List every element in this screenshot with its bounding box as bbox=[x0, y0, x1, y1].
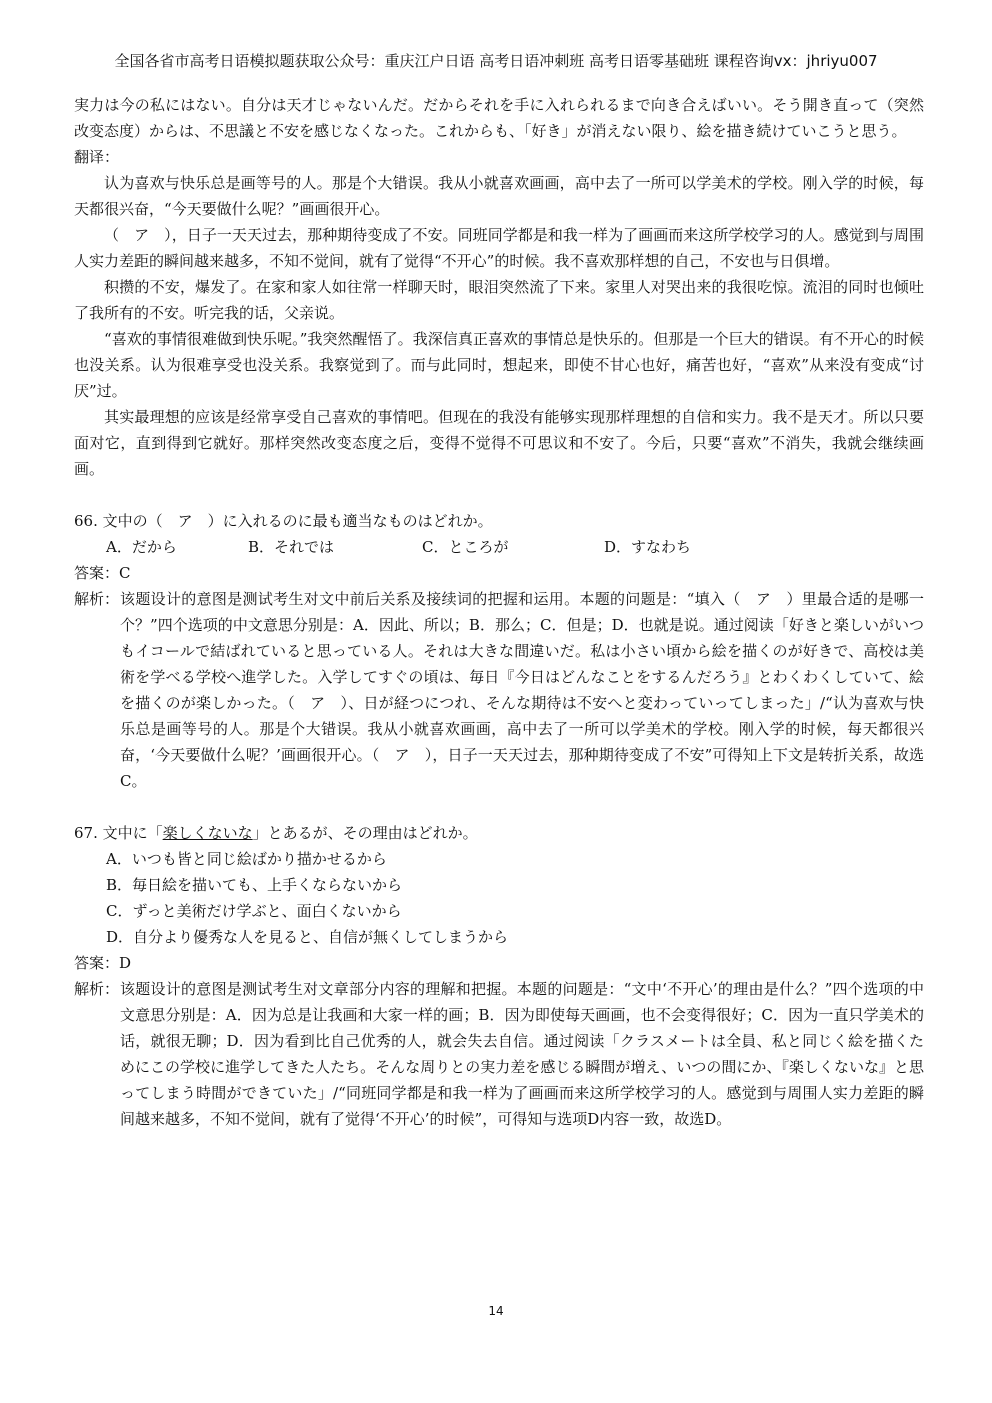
option-a: A．だから bbox=[106, 538, 177, 556]
translation-paragraph: 认为喜欢与快乐总是画等号的人。那是个大错误。我从小就喜欢画画，高中去了一所可以学美术的学校。刚入学的时候，每天都很兴奋，“今天要做什么呢？”画画很开心。 bbox=[74, 174, 924, 218]
analysis-label: 解析： bbox=[74, 590, 120, 608]
question-67 bbox=[74, 820, 924, 846]
answer-value: D bbox=[119, 954, 132, 972]
option-b: B．毎日絵を描いても、上手くならないから bbox=[106, 876, 403, 894]
option-a: A．いつも皆と同じ絵ばかり描かせるから bbox=[106, 850, 387, 868]
analysis-67 bbox=[74, 976, 924, 1132]
option-b: B．それでは bbox=[248, 538, 335, 556]
translation-paragraph: 积攒的不安，爆发了。在家和家人如往常一样聊天时，眼泪突然流了下来。家里人对哭出来的我很吃惊。流泪的同时也倾吐了我所有的不安。听完我的话，父亲说。 bbox=[74, 278, 924, 322]
option-d: D．自分より優秀な人を見ると、自信が無くしてしまうから bbox=[106, 928, 509, 946]
page-header: 全国各省市高考日语模拟题获取公众号：重庆江户日语 高考日语冲刺班 高考日语零基础班 课程咨询vx：jhriyu007 bbox=[114, 52, 878, 70]
answer-label: 答案： bbox=[74, 954, 120, 972]
option-c: C．ずっと美術だけ学ぶと、面白くないから bbox=[106, 902, 402, 920]
page-number: 14 bbox=[488, 1304, 504, 1318]
passage-ending: 実力は今の私にはない。自分は天才じゃないんだ。だからそれを手に入れられるまで向き合えばいい。そう開き直って（突然改变态度）からは、不思議と不安を感じなくなった。これからも、「好き」が消えない限り、絵を描き続けていこうと思う。 bbox=[74, 96, 924, 140]
spacer bbox=[74, 482, 924, 508]
answer-label: 答案： bbox=[74, 564, 120, 582]
analysis-text: 该题设计的意图是测试考生对文章部分内容的理解和把握。本题的问题是：“文中‘不开心’的理由是什么？”四个选项的中文意思分别是：A．因为总是让我画和大家一样的画；B．因为即使每天画画，也不会变得很好；C．因为一直只学美术的话，就很无聊；D．因为看到比自己优秀的人，就会失去自信。通过阅读「クラスメートは全員、私と同じく絵を描くためにこの学校に進学してきた人たち。そんな周りとの実力差を感じる瞬間が増え、いつの間にか、『楽しくないな』と思ってしまう時間ができていた」/“同班同学都是和我一样为了画画而来这所学校学习的人。感觉到与周围人实力差距的瞬间越来越多，不知不觉间，就有了觉得‘不开心’的时候”，可得知与选项D内容一致，故选D。 bbox=[120, 980, 924, 1128]
page-content bbox=[74, 92, 924, 1132]
analysis-66 bbox=[74, 586, 924, 794]
answer-value: C bbox=[119, 564, 131, 582]
translation-label: 翻译： bbox=[74, 148, 120, 166]
underlined-phrase: 楽しくないな bbox=[162, 824, 253, 842]
translation-paragraph: 其实最理想的应该是经常享受自己喜欢的事情吧。但现在的我没有能够实现那样理想的自信和实力。我不是天才。所以只要面对它，直到得到它就好。那样突然改变态度之后，变得不觉得不可思议和不安了。今后，只要“喜欢”不消失，我就会继续画画。 bbox=[74, 408, 924, 478]
translation-paragraph: “喜欢的事情很难做到快乐呢。”我突然醒悟了。我深信真正喜欢的事情总是快乐的。但那是一个巨大的错误。有不开心的时候也没关系。认为很难享受也没关系。我察觉到了。而与此同时，想起来，即使不甘心也好，痛苦也好，“喜欢”从来没有变成“讨厌”过。 bbox=[74, 330, 924, 400]
question-66: 66. 文中の（ ア ）に入れるのに最も適当なものはどれか。 bbox=[74, 512, 493, 530]
question-66-options bbox=[74, 534, 924, 560]
option-c: C．ところが bbox=[422, 538, 509, 556]
question-text: 67. 文中に「 bbox=[74, 824, 163, 842]
spacer bbox=[74, 794, 924, 820]
option-d: D．すなわち bbox=[604, 538, 692, 556]
analysis-label: 解析： bbox=[74, 980, 120, 998]
translation-paragraph: （ ア ），日子一天天过去，那种期待变成了不安。同班同学都是和我一样为了画画而来这所学校学习的人。感觉到与周围人实力差距的瞬间越来越多，不知不觉间，就有了觉得“不开心”的时候。我不喜欢那样想的自己，不安也与日俱增。 bbox=[74, 226, 924, 270]
question-text: 」とあるが、その理由はどれか。 bbox=[252, 824, 478, 842]
answer-66 bbox=[74, 560, 924, 586]
answer-67 bbox=[74, 950, 924, 976]
analysis-text: 该题设计的意图是测试考生对文中前后关系及接续词的把握和运用。本题的问题是：“填入（ ア ）里最合适的是哪一个？”四个选项的中文意思分别是：A．因此、所以；B．那么；C．但是；D．也就是说。通过阅读「好きと楽しいがいつもイコールで結ばれていると思っている人。それは大きな間違いだ。私は小さい頃から絵を描くのが好きで、高校は美術を学べる学校へ進学した。入学してすぐの頃は、毎日『今日はどんなことをするんだろう』とわくわくしていて、絵を描くのが楽しかった。（ ア ）、日が経つにつれ、そんな期待は不安へと変わっていってしまった」/“认为喜欢与快乐总是画等号的人。那是个大错误。我从小就喜欢画画，高中去了一所可以学美术的学校。刚入学的时候，每天都很兴奋，‘今天要做什么呢？’画画很开心。（ ア ），日子一天天过去，那种期待变成了不安”可得知上下文是转折关系，故选C。 bbox=[120, 590, 924, 790]
